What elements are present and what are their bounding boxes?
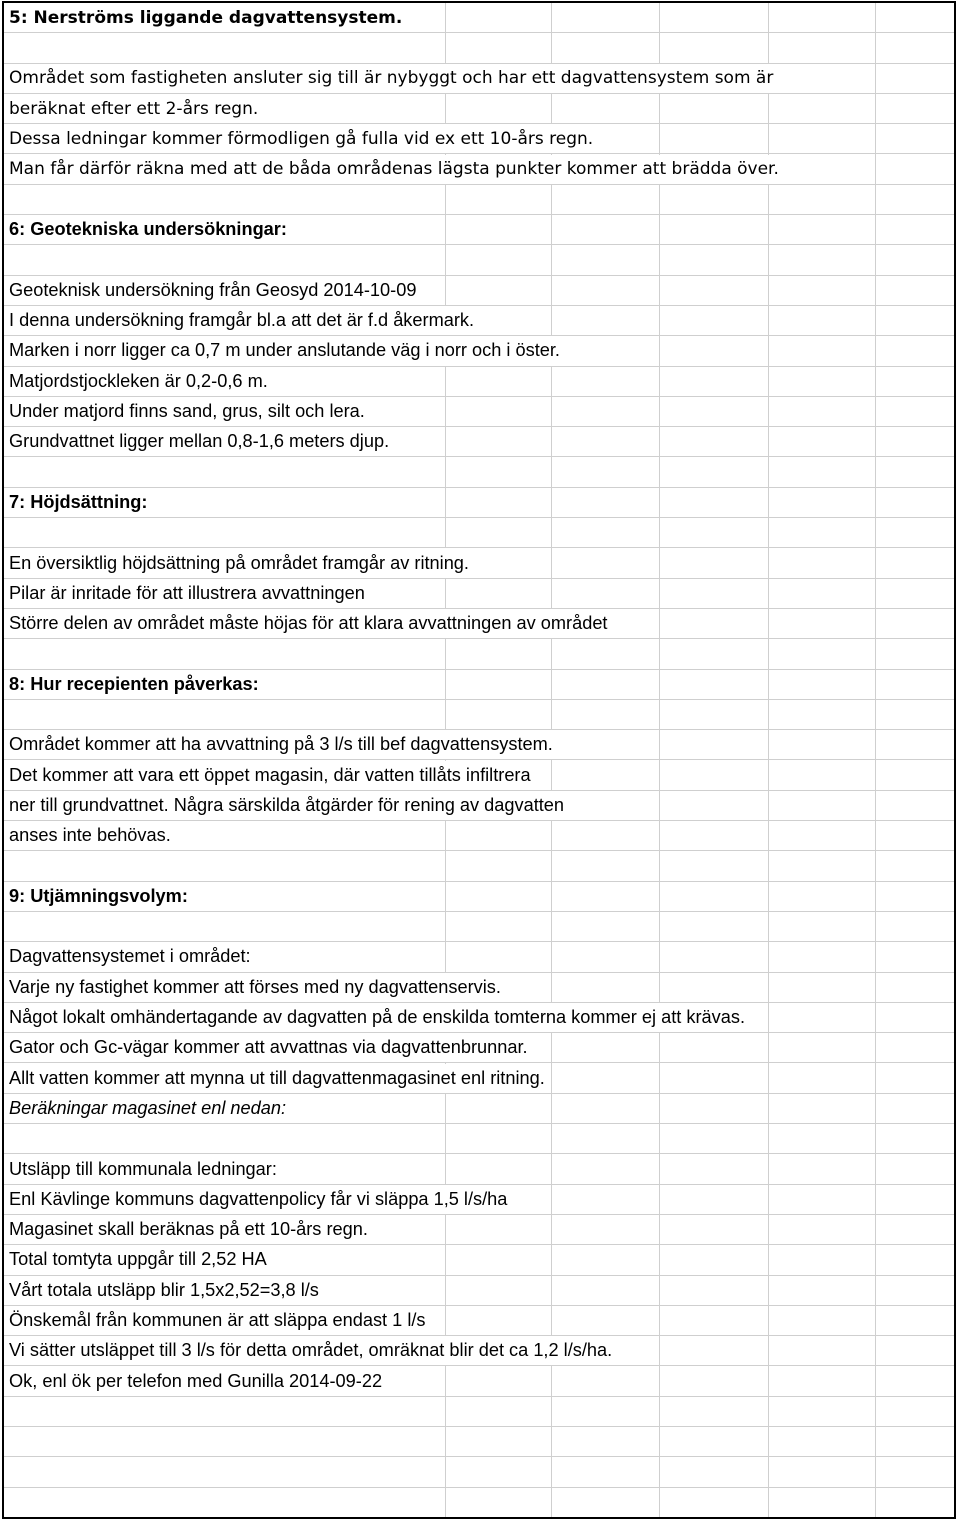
- sheet-row[interactable]: [4, 1154, 954, 1184]
- cell-text: En översiktlig höjdsättning på området framgår av ritning.: [9, 548, 471, 577]
- cell-text: Ok, enl ök per telefon med Gunilla 2014-09-22: [9, 1367, 384, 1396]
- sheet-row[interactable]: [4, 427, 954, 457]
- cell-text: 9: Utjämningsvolym:: [9, 882, 190, 911]
- sheet-row[interactable]: [4, 639, 954, 669]
- cell-text: beräknat efter ett 2-års regn.: [9, 94, 260, 123]
- sheet-row[interactable]: [4, 306, 954, 336]
- sheet-row[interactable]: [4, 458, 954, 488]
- cell-text: I denna undersökning framgår bl.a att det är f.d åkermark.: [9, 306, 476, 335]
- sheet-row[interactable]: [4, 1427, 954, 1457]
- sheet-row[interactable]: [4, 579, 954, 609]
- cell-text: Dessa ledningar kommer förmodligen gå fulla vid ex ett 10-års regn.: [9, 124, 595, 153]
- cell-text: Pilar är inritade för att illustrera avvattningen: [9, 579, 367, 608]
- sheet-row[interactable]: [4, 488, 954, 518]
- cell-text: Vi sätter utsläppet till 3 l/s för detta området, omräknat blir det ca 1,2 l/s/ha.: [9, 1336, 614, 1365]
- sheet-row[interactable]: [4, 1124, 954, 1154]
- sheet-row[interactable]: [4, 518, 954, 548]
- cell-text: Önskemål från kommunen är att släppa endast 1 l/s: [9, 1306, 428, 1335]
- sheet-row[interactable]: [4, 1397, 954, 1427]
- cell-text: Det kommer att vara ett öppet magasin, där vatten tillåts infiltrera: [9, 761, 533, 790]
- sheet-row[interactable]: [4, 882, 954, 912]
- sheet-row[interactable]: [4, 64, 954, 94]
- cell-text: 7: Höjdsättning:: [9, 488, 149, 517]
- sheet-row[interactable]: [4, 548, 954, 578]
- cell-text: ner till grundvattnet. Några särskilda åtgärder för rening av dagvatten: [9, 791, 566, 820]
- sheet-row[interactable]: [4, 367, 954, 397]
- sheet-row[interactable]: [4, 1306, 954, 1336]
- cell-text: Utsläpp till kommunala ledningar:: [9, 1154, 279, 1183]
- spreadsheet-sheet: [2, 1, 956, 1519]
- cell-text: Större delen av området måste höjas för att klara avvattningen av området: [9, 609, 609, 638]
- sheet-row[interactable]: [4, 215, 954, 245]
- sheet-row[interactable]: [4, 155, 954, 185]
- cell-text: Området som fastigheten ansluter sig till är nybyggt och har ett dagvattensystem som är: [9, 64, 775, 93]
- sheet-row[interactable]: [4, 1276, 954, 1306]
- cell-text: Matjordstjockleken är 0,2-0,6 m.: [9, 367, 270, 396]
- cell-text: Under matjord finns sand, grus, silt och lera.: [9, 397, 367, 426]
- cell-text: Vårt totala utsläpp blir 1,5x2,52=3,8 l/s: [9, 1276, 321, 1305]
- sheet-row[interactable]: [4, 791, 954, 821]
- sheet-row[interactable]: [4, 1185, 954, 1215]
- sheet-row[interactable]: [4, 1367, 954, 1397]
- sheet-row[interactable]: [4, 94, 954, 124]
- sheet-row[interactable]: [4, 397, 954, 427]
- sheet-row[interactable]: [4, 700, 954, 730]
- sheet-row[interactable]: [4, 3, 954, 33]
- sheet-row[interactable]: [4, 1457, 954, 1487]
- sheet-row[interactable]: [4, 942, 954, 972]
- sheet-row[interactable]: [4, 1245, 954, 1275]
- sheet-row[interactable]: [4, 336, 954, 366]
- sheet-row[interactable]: [4, 124, 954, 154]
- sheet-row[interactable]: [4, 609, 954, 639]
- cell-text: Magasinet skall beräknas på ett 10-års regn.: [9, 1215, 370, 1244]
- cell-text: Enl Kävlinge kommuns dagvattenpolicy får vi släppa 1,5 l/s/ha: [9, 1185, 509, 1214]
- cell-text: Grundvattnet ligger mellan 0,8-1,6 meters djup.: [9, 427, 391, 456]
- cell-text: 8: Hur recepienten påverkas:: [9, 670, 261, 699]
- cell-text: Marken i norr ligger ca 0,7 m under anslutande väg i norr och i öster.: [9, 336, 562, 365]
- sheet-row[interactable]: [4, 1215, 954, 1245]
- cell-text: Geoteknisk undersökning från Geosyd 2014-10-09: [9, 276, 418, 305]
- cell-text: Området kommer att ha avvattning på 3 l/s till bef dagvattensystem.: [9, 730, 555, 759]
- cell-text: Beräkningar magasinet enl nedan:: [9, 1094, 288, 1123]
- sheet-row[interactable]: [4, 670, 954, 700]
- sheet-row[interactable]: [4, 912, 954, 942]
- cell-text: Man får därför räkna med att de båda områdenas lägsta punkter kommer att brädda över.: [9, 155, 781, 184]
- cell-text: Gator och Gc-vägar kommer att avvattnas via dagvattenbrunnar.: [9, 1033, 530, 1062]
- sheet-row[interactable]: [4, 851, 954, 881]
- cell-text: anses inte behövas.: [9, 821, 173, 850]
- sheet-row[interactable]: [4, 1003, 954, 1033]
- sheet-row[interactable]: [4, 761, 954, 791]
- cell-text: Allt vatten kommer att mynna ut till dagvattenmagasinet enl ritning.: [9, 1064, 547, 1093]
- sheet-row[interactable]: [4, 821, 954, 851]
- cell-text: Total tomtyta uppgår till 2,52 HA: [9, 1245, 269, 1274]
- sheet-row[interactable]: [4, 33, 954, 63]
- sheet-row[interactable]: [4, 1094, 954, 1124]
- cell-text: Dagvattensystemet i området:: [9, 942, 253, 971]
- sheet-row[interactable]: [4, 245, 954, 275]
- sheet-row[interactable]: [4, 1064, 954, 1094]
- sheet-row[interactable]: [4, 730, 954, 760]
- sheet-row[interactable]: [4, 185, 954, 215]
- sheet-row[interactable]: [4, 973, 954, 1003]
- cell-text: Något lokalt omhändertagande av dagvatten på de enskilda tomterna kommer ej att krävas.: [9, 1003, 747, 1032]
- sheet-row[interactable]: [4, 1488, 954, 1518]
- cell-text: 5: Nerströms liggande dagvattensystem.: [9, 3, 404, 32]
- sheet-row[interactable]: [4, 276, 954, 306]
- cell-text: 6: Geotekniska undersökningar:: [9, 215, 289, 244]
- sheet-row[interactable]: [4, 1033, 954, 1063]
- sheet-row[interactable]: [4, 1336, 954, 1366]
- cell-text: Varje ny fastighet kommer att förses med ny dagvattenservis.: [9, 973, 503, 1002]
